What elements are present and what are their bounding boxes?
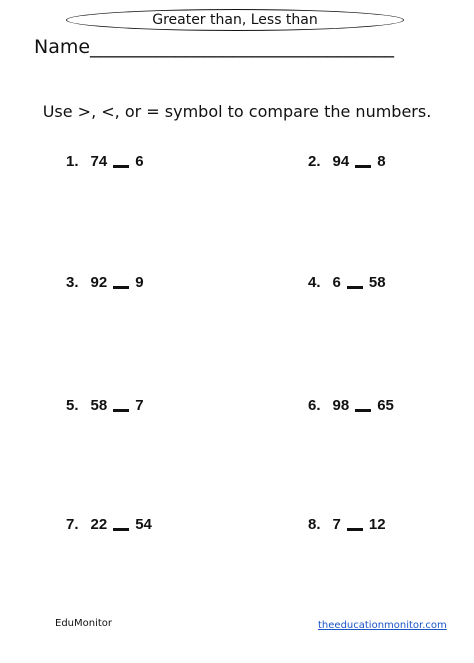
problem-number: 5.: [66, 397, 79, 414]
right-operand: 54: [135, 516, 152, 533]
answer-blank[interactable]: [347, 286, 363, 289]
problem-number: 4.: [308, 274, 321, 291]
footer-website-link[interactable]: theeducationmonitor.com: [318, 620, 447, 631]
left-operand: 92: [90, 274, 108, 291]
left-operand: 94: [332, 153, 350, 170]
instructions-text: Use >, <, or = symbol to compare the numbers.: [42, 102, 432, 121]
right-operand: 65: [377, 397, 394, 414]
answer-blank[interactable]: [113, 409, 129, 412]
right-operand: 8: [377, 153, 386, 170]
right-operand: 58: [368, 274, 386, 291]
worksheet-title: Greater than, Less than: [66, 9, 404, 31]
problem-1: [66, 152, 144, 172]
problem-2: [308, 152, 386, 172]
answer-blank[interactable]: [355, 165, 371, 168]
answer-blank[interactable]: [347, 528, 363, 531]
right-operand: 6: [135, 153, 144, 170]
problem-number: 3.: [66, 274, 79, 291]
left-operand: 22: [90, 516, 108, 533]
problem-number: 8.: [308, 516, 321, 533]
right-operand: 12: [368, 516, 386, 533]
answer-blank[interactable]: [113, 528, 129, 531]
left-operand: 58: [90, 397, 108, 414]
problem-6: [308, 396, 394, 416]
problem-number: 6.: [308, 397, 321, 414]
left-operand: 7: [332, 516, 341, 533]
answer-blank[interactable]: [113, 165, 129, 168]
right-operand: 7: [135, 397, 144, 414]
left-operand: 74: [90, 153, 108, 170]
answer-blank[interactable]: [113, 286, 129, 289]
problem-number: 2.: [308, 153, 321, 170]
name-field[interactable]: Name________________________________: [34, 36, 395, 58]
problem-7: [66, 515, 152, 535]
footer-brand: EduMonitor: [55, 618, 113, 629]
answer-blank[interactable]: [355, 409, 371, 412]
problem-number: 1.: [66, 153, 79, 170]
problem-number: 7.: [66, 516, 79, 533]
left-operand: 98: [332, 397, 350, 414]
problem-3: [66, 273, 144, 293]
left-operand: 6: [332, 274, 341, 291]
right-operand: 9: [135, 274, 144, 291]
problem-5: [66, 396, 144, 416]
problem-4: [308, 273, 386, 293]
problem-8: [308, 515, 386, 535]
